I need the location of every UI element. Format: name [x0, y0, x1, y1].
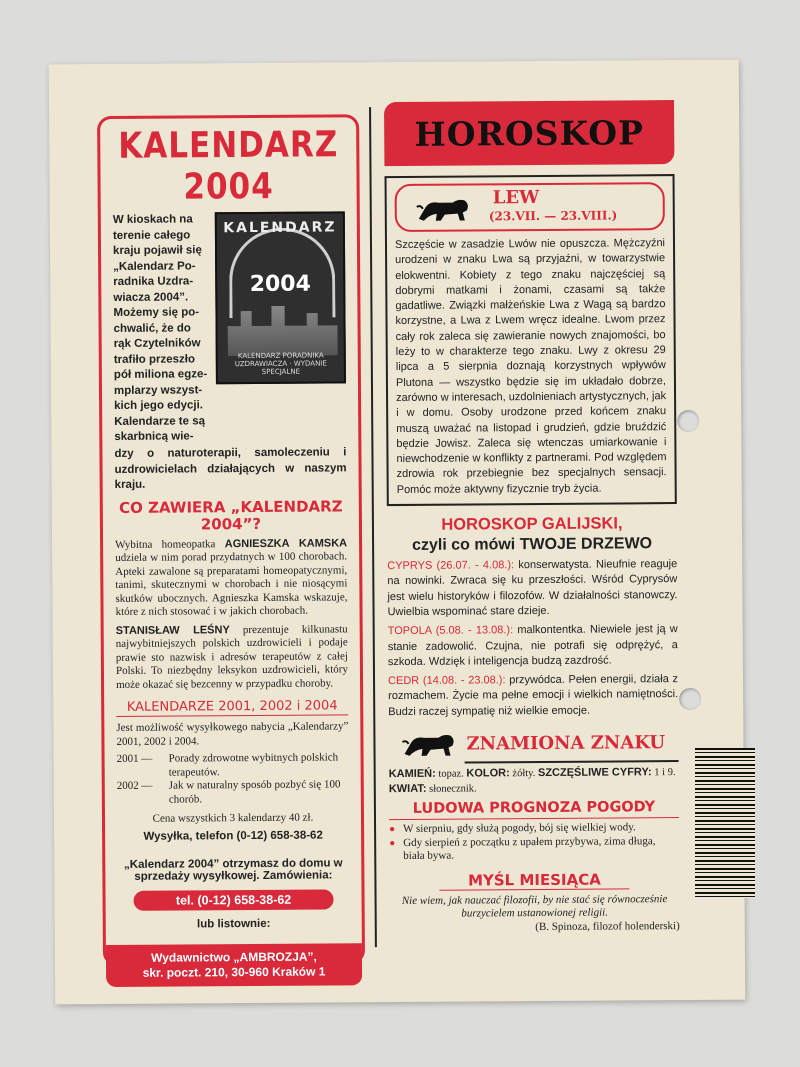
tree-name: TOPOLA (5.08. - 13.08.):: [387, 624, 514, 638]
bullet-icon: ●: [389, 824, 396, 836]
tree-text: malkontentka. Niewiele jest ją w stanie zadowolić. Czujna, nie potrafi się odprężyć, a szkoda. Wdzięk i inteligencja budzą zazdrość.: [387, 623, 678, 668]
intro-line: skarbnicą wie-: [114, 430, 194, 443]
lucky-label: SZCZĘŚLIWE CYFRY:: [537, 766, 652, 780]
publisher-address: skr. poczt. 210, 30-960 Kraków 1: [142, 964, 326, 980]
flower-label: KWIAT:: [388, 782, 427, 796]
intro-line: kraju pojawił się: [112, 244, 202, 257]
cover-foot: KALENDARZ PORADNIKA UZDRAWIACZA · WYDANIE SPECJALNE: [234, 351, 327, 376]
kamska-paragraph: [115, 537, 348, 620]
galician-subtitle: czyli co mówi TWOJE DRZEWO: [412, 535, 653, 554]
tree-text: konserwatysta. Nieufnie reaguje na nowinki. Zwraca się ku przeszłości. Wśród Cyprysów jest wielu historyków i filozofów. W działalności stanowczy. Uwielbia wspominać stare dzieje.: [387, 558, 678, 619]
weather-title: LUDOWA PROGNOZA POGODY: [389, 799, 679, 820]
sign-text: Szczęście w zasadzie Lwów nie opuszcza. Mężczyźni urodzeni w znaku Lwa są przyjaźni, w towarzystwie elokwentni. Kobiety z tego znaku najczęściej są dobrymi matkami i żonami, czasami są także gadatliwe. Związki małżeńskie Lwa z Wagą są bardzo korzystne, a Lwa z Lwem wręcz idealne. Lwom przez cały rok zaleca się zawieranie nowych znajomości, bo leży to w charakterze tego znaku. Lwy z okresu 29 lipca a 5 sierpnia doznają korzystnych wpływów Plutona — wszystko będzie się im układało dobrze, zarówno w interesach, uzdolnieniach artystycznych, jak i w domu. Osoby urodzone przed końcem znaku muszą uważać na listopad i grudzień, gdzie bruździć będzie Jowisz. Zaleca się wtenczas umiarkowanie i niewchodzenie w konflikty z partnerami. Pod względem zdrowia rok przebiegnie bez specjalnych sensacji. Pomóc może aktywny fizycznie tryb życia.: [394, 237, 667, 496]
intro-line: mplarzy wszyst-: [113, 383, 203, 397]
intro-line: kich jego edycji.: [114, 399, 203, 412]
tree-entry: [388, 672, 678, 720]
tree-text: przywódca. Pełen energii, działa z rozmachem. Życie ma pełne emocji i wielkich namiętności. Budzi raczej sympatię niż wielkie emocje.: [388, 673, 679, 718]
edition-year: 2002 —: [116, 779, 153, 792]
intro-section: [113, 211, 347, 453]
kalendarz-box: [97, 114, 365, 980]
horoscope-banner: [384, 100, 674, 166]
intro-line: rąk Czytelników: [113, 337, 201, 350]
publisher-name: Wydawnictwo „AMBROZJA”,: [151, 949, 317, 965]
galician-title: HOROSKOP GALIJSKI,: [441, 514, 623, 534]
intro-line: „Kalendarz Po-: [113, 259, 196, 273]
author-name: AGNIESZKA KAMSKA: [224, 536, 348, 550]
cover-year: 2004: [249, 271, 311, 298]
section-title-editions: KALENDARZE 2001, 2002 i 2004: [116, 698, 348, 717]
weather-text: Gdy sierpień z początku z upałem przybywa, zima długa, biała bywa.: [403, 834, 656, 862]
intro-line: chwalić, że do: [113, 321, 191, 335]
stone-value: topaz.: [435, 768, 467, 780]
edition-text: Jak w naturalny sposób pozbyć się 100 chorób.: [168, 778, 341, 806]
lion-icon: [415, 194, 471, 222]
signs-title: ZNAMIONA ZNAKU: [466, 732, 666, 755]
barcode: [695, 748, 755, 898]
edition-item: [117, 778, 349, 807]
color-value: żółty.: [509, 768, 539, 780]
author-name: STANISŁAW LEŚNY: [115, 623, 230, 637]
punch-hole: [677, 410, 699, 432]
horoscope-column: [384, 100, 680, 934]
para-text: udziela w nim porad przydatnych w 100 chorobach. Apteki zawalone są preparatami homeopatycznymi, tanimi, skutecznymi w chorobach i nie niosącymi skutków ubocznych. Agnieszka Kamska wskazuje, które z nich stosować i w jakich chorobach.: [115, 550, 348, 618]
intro-line: wiacza 2004”.: [113, 290, 189, 304]
tree-name: CEDR (14.08. - 23.08.):: [387, 674, 506, 688]
bullet-icon: ●: [389, 837, 396, 849]
lesny-paragraph: [116, 623, 348, 692]
phone-pill: tel. (0-12) 658-38-62: [133, 889, 333, 910]
editions-list: [117, 751, 349, 807]
intro-line: radnika Uzdra-: [113, 275, 194, 288]
calendar-cover-image: [215, 211, 346, 384]
intro-line: Możemy się po-: [113, 306, 200, 319]
sign-header: [395, 182, 665, 232]
publisher-box: [106, 943, 362, 987]
lion-icon: [400, 730, 456, 758]
tree-name: CYPRYS (26.07. - 4.08.):: [387, 559, 515, 573]
intro-line: pół miliona egze-: [113, 368, 208, 381]
flower-value: słonecznik.: [426, 783, 477, 795]
intro-tail: dzy o naturoterapii, samoleczeniu i uzdrowicielach działających w naszym kraju.: [114, 446, 347, 491]
sign-dates: (23.VII. — 23.VIII.): [488, 208, 618, 224]
tree-entry: [387, 557, 677, 620]
section-title-contents: CO ZAWIERA „KALENDARZ 2004”?: [119, 496, 343, 533]
column-divider: [369, 107, 377, 947]
kalendarz-title: KALENDARZ 2004: [118, 124, 339, 208]
edition-item: [117, 751, 349, 780]
order-text: „Kalendarz 2004” otrzymasz do domu w sprzedaży wysyłkowej. Zamówienia:: [123, 856, 343, 883]
quote-author: (B. Spinoza, filozof holenderski): [535, 919, 680, 933]
thought-title: MYŚL MIESIĄCA: [439, 870, 629, 890]
stone-label: KAMIEŃ:: [388, 767, 436, 781]
signs-text: [389, 765, 679, 797]
lucky-value: 1 i 9.: [651, 767, 676, 779]
color-label: KOLOR:: [466, 767, 510, 780]
signs-header: [388, 726, 678, 762]
cover-arch-text: KALENDARZ: [223, 219, 337, 237]
editions-intro: Jest możliwość wysyłkowego nabycia „Kalendarzy” 2001, 2002 i 2004.: [116, 720, 349, 748]
weather-item: [389, 835, 679, 864]
shipping-text: Wysyłka, telefon (0-12) 658-38-62: [143, 829, 323, 843]
horoscope-title: HOROSKOP: [414, 112, 644, 154]
edition-text: Porady zdrowotne wybitnych polskich terapeutów.: [168, 751, 339, 779]
para-text: prezentuje kilkunastu najwybitniejszych polskich uzdrowicieli i podaje prawie sto nazwisk i adresów terapeutów z całej Polski. To niezbędny leksykon uzdrowicieli, który może okazać się bezcenny w przypadku choroby.: [115, 622, 348, 691]
intro-line: trafiło przeszło: [113, 352, 195, 366]
sign-name: LEW: [492, 186, 540, 209]
quote-text: Nie wiem, jak nauczać filozofii, by nie stać się równocześnie burzycielem ustanowionej religii.: [401, 892, 668, 920]
weather-list: [389, 821, 679, 864]
para-text: Wybitna homeopatka: [115, 537, 225, 551]
intro-line: Kalendarze te są: [114, 414, 206, 428]
newspaper-page: [49, 60, 746, 1005]
weather-text: W sierpniu, gdy służą pogody, bój się wielkiej wody.: [403, 821, 636, 835]
intro-line: terenie całego: [112, 228, 191, 242]
punch-hole: [679, 688, 701, 710]
tree-entry: [388, 622, 678, 670]
edition-year: 2001 —: [116, 752, 153, 765]
price-text: Cena wszystkich 3 kalendarzy 40 zł.: [152, 811, 314, 825]
sign-box: [385, 174, 677, 506]
intro-line: W kioskach na: [112, 213, 193, 226]
by-mail-text: lub listownie:: [196, 917, 271, 930]
